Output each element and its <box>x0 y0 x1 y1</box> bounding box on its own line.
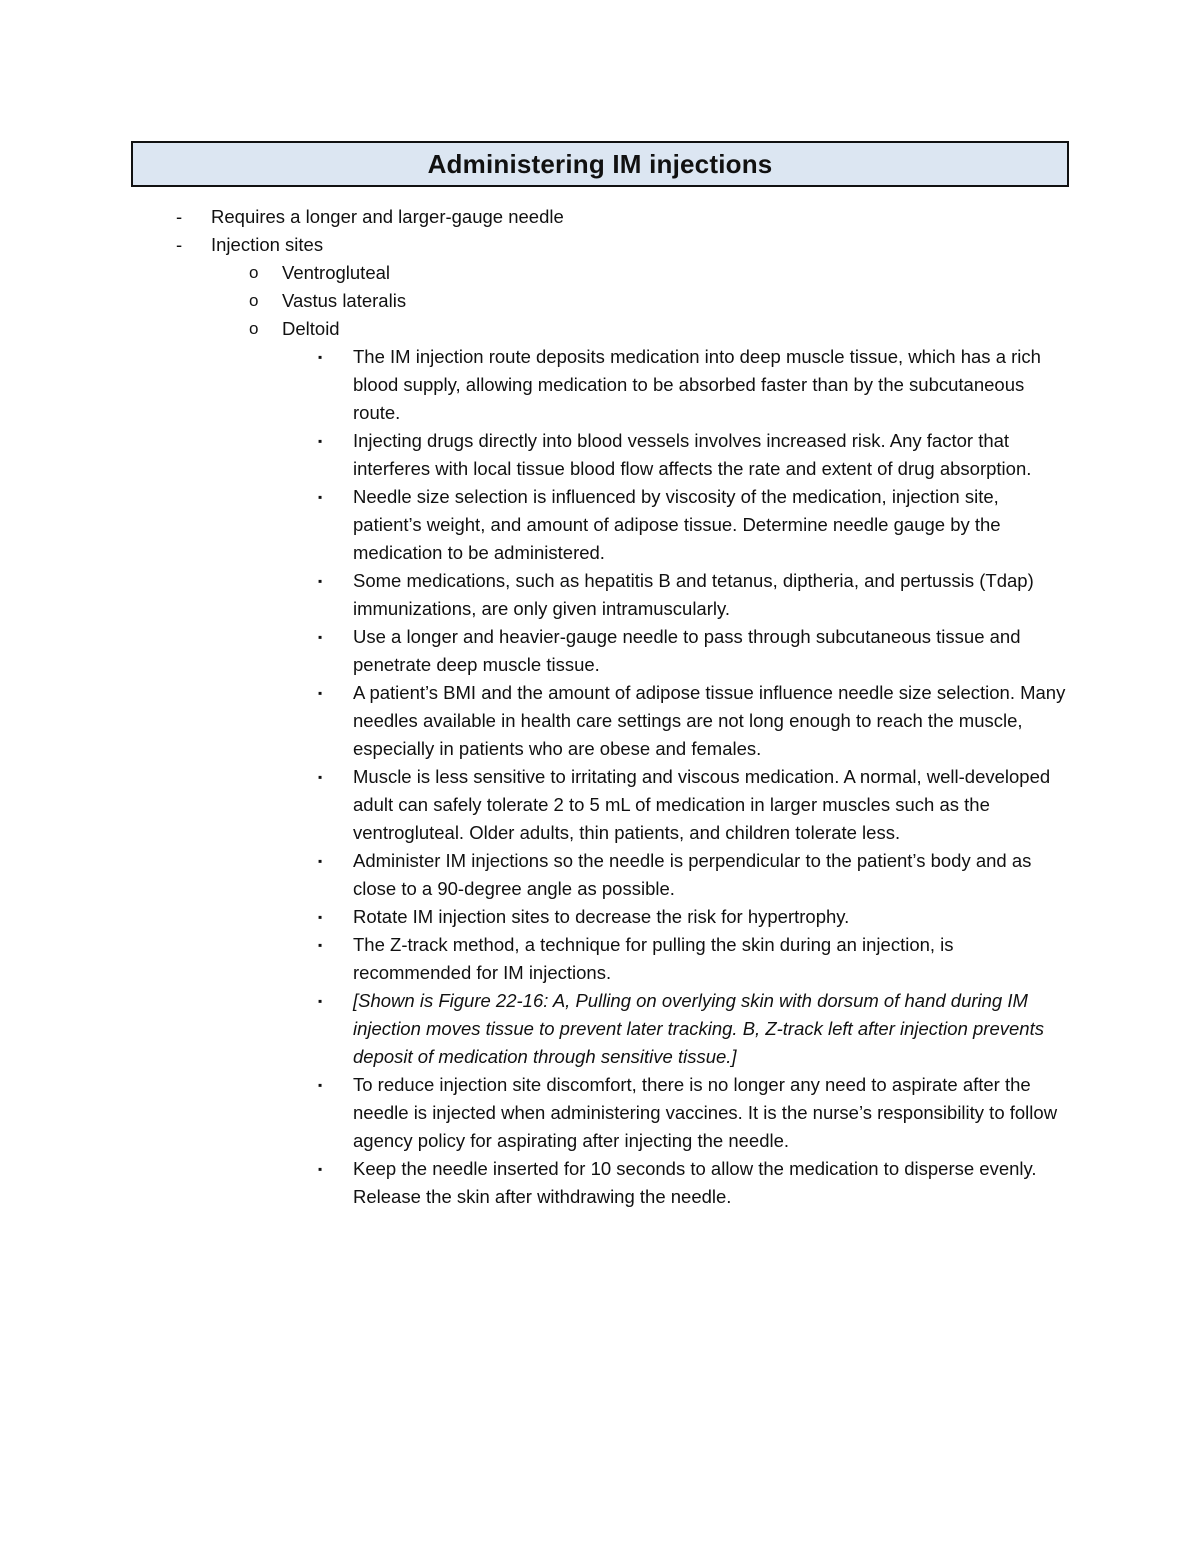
square-bullet-icon: ▪ <box>318 1078 323 1092</box>
site-item-text: Ventrogluteal <box>282 262 391 283</box>
bullet-text: Administer IM injections so the needle is perpendicular to the patient’s body and as close to a 90-degree angle as possible. <box>353 850 1032 899</box>
list-item-text: Requires a longer and larger-gauge needle <box>211 206 564 227</box>
bullet-item <box>0 567 1068 623</box>
site-item <box>0 259 1200 287</box>
bullet-text: A patient’s BMI and the amount of adipose tissue influence needle size selection. Many needles available in health care settings are not long enough to reach the muscle, especially in patients who are obese and females. <box>353 682 1066 759</box>
square-bullet-icon: ▪ <box>318 350 323 364</box>
square-bullet-icon: ▪ <box>318 574 323 588</box>
bullet-item <box>0 679 1068 763</box>
circle-marker: o <box>249 263 259 282</box>
square-bullet-icon: ▪ <box>318 1162 323 1176</box>
title-box <box>131 141 1069 187</box>
bullet-item <box>0 427 1068 483</box>
figure-caption-text: [Shown is Figure 22-16: A, Pulling on overlying skin with dorsum of hand during IM injection moves tissue to prevent later tracking. B, Z-track left after injection prevents deposit of medication through sensitive tissue.] <box>353 990 1044 1067</box>
bullet-text: The IM injection route deposits medication into deep muscle tissue, which has a rich blood supply, allowing medication to be absorbed faster than by the subcutaneous route. <box>353 346 1041 423</box>
bullet-item <box>0 1155 1068 1211</box>
bullet-item <box>0 931 1068 987</box>
bullet-item <box>0 763 1068 847</box>
page-title: Administering IM injections <box>427 148 773 179</box>
list-item <box>0 203 1200 231</box>
bullet-text: Muscle is less sensitive to irritating and viscous medication. A normal, well-developed adult can safely tolerate 2 to 5 mL of medication in larger muscles such as the ventrogluteal. Older adults, thin patients, and children tolerate less. <box>353 766 1051 843</box>
bullet-text: Some medications, such as hepatitis B and tetanus, diptheria, and pertussis (Tdap) immunizations, are only given intramuscularly. <box>353 570 1034 619</box>
square-bullet-icon: ▪ <box>318 490 323 504</box>
square-bullet-icon: ▪ <box>318 994 323 1008</box>
site-item-text: Deltoid <box>282 318 340 339</box>
square-bullet-icon: ▪ <box>318 910 323 924</box>
site-item <box>0 287 1200 315</box>
dash-marker: - <box>176 206 183 227</box>
list-item <box>0 231 1200 259</box>
square-bullet-icon: ▪ <box>318 938 323 952</box>
dash-marker: - <box>176 234 183 255</box>
bullet-item <box>0 847 1068 903</box>
list-item-text: Injection sites <box>211 234 324 255</box>
bullet-text: To reduce injection site discomfort, there is no longer any need to aspirate after the needle is injected when administering vaccines. It is the nurse’s responsibility to follow agency policy for aspirating after injecting the needle. <box>353 1074 1058 1151</box>
square-bullet-icon: ▪ <box>318 770 323 784</box>
bullet-item <box>0 623 1068 679</box>
bullet-item <box>0 483 1068 567</box>
bullet-text: Keep the needle inserted for 10 seconds to allow the medication to disperse evenly. Release the skin after withdrawing the needle. <box>353 1158 1037 1207</box>
bullet-text: Use a longer and heavier-gauge needle to pass through subcutaneous tissue and penetrate deep muscle tissue. <box>353 626 1021 675</box>
square-bullet-icon: ▪ <box>318 854 323 868</box>
site-item <box>0 315 1200 343</box>
circle-marker: o <box>249 319 259 338</box>
square-bullet-icon: ▪ <box>318 686 323 700</box>
bullet-text: Injecting drugs directly into blood vessels involves increased risk. Any factor that interferes with local tissue blood flow affects the rate and extent of drug absorption. <box>353 430 1032 479</box>
bullet-item <box>0 343 1068 427</box>
circle-marker: o <box>249 291 259 310</box>
bullet-item <box>0 987 1068 1071</box>
square-bullet-icon: ▪ <box>318 434 323 448</box>
bullet-item <box>0 1071 1068 1155</box>
bullet-item <box>0 903 1068 931</box>
outline-list <box>0 203 1200 1211</box>
bullet-text: Needle size selection is influenced by viscosity of the medication, injection site, patient’s weight, and amount of adipose tissue. Determine needle gauge by the medication to be administered. <box>353 486 1001 563</box>
square-bullet-icon: ▪ <box>318 630 323 644</box>
bullet-text: Rotate IM injection sites to decrease the risk for hypertrophy. <box>353 906 850 927</box>
site-item-text: Vastus lateralis <box>282 290 407 311</box>
bullet-text: The Z-track method, a technique for pulling the skin during an injection, is recommended for IM injections. <box>353 934 954 983</box>
